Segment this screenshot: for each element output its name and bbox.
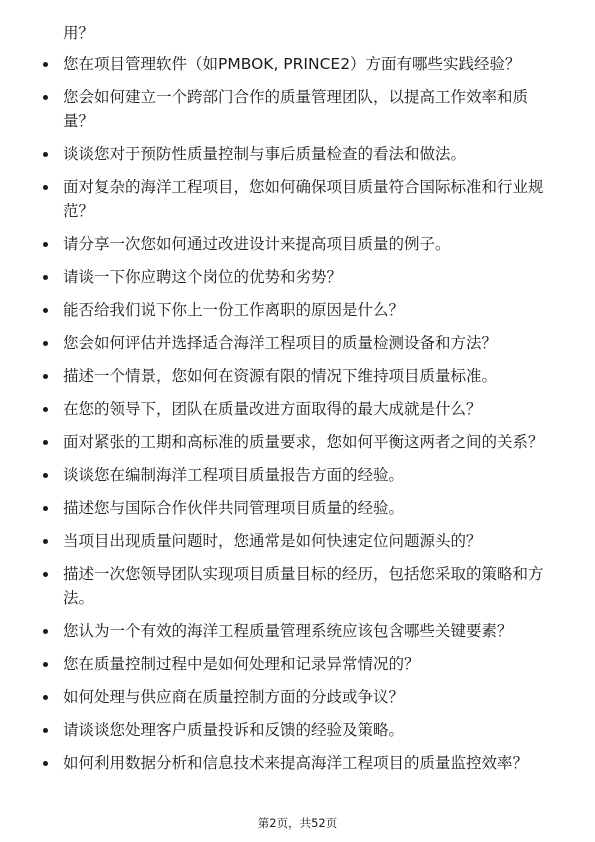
list-item	[0, 397, 555, 421]
question-text: 您会如何评估并选择适合海洋工程项目的质量检测设备和方法？	[63, 334, 498, 352]
list-item	[0, 175, 555, 223]
bullet-icon	[43, 185, 48, 190]
bullet-icon	[43, 242, 48, 247]
question-text: 谈谈您在编制海洋工程项目质量报告方面的经验。	[63, 466, 405, 484]
list-item	[0, 298, 555, 322]
list-item	[0, 685, 555, 709]
question-text: 如何利用数据分析和信息技术来提高海洋工程项目的质量监控效率？	[63, 754, 529, 772]
bullet-icon	[43, 539, 48, 544]
list-item	[0, 364, 555, 388]
list-item	[0, 85, 555, 133]
bullet-icon	[43, 629, 48, 634]
list-item	[0, 142, 555, 166]
question-text: 能否给我们说下你上一份工作离职的原因是什么？	[63, 301, 405, 319]
list-item	[0, 529, 555, 553]
question-text: 面对复杂的海洋工程项目，您如何确保项目质量符合国际标准和行业规范？	[63, 178, 544, 220]
list-item	[0, 718, 555, 742]
list-item	[0, 52, 555, 76]
question-text: 您在质量控制过程中是如何处理和记录异常情况的？	[63, 655, 420, 673]
question-text: 谈谈您对于预防性质量控制与事后质量检查的看法和做法。	[63, 145, 467, 163]
question-text: 您认为一个有效的海洋工程质量管理系统应该包含哪些关键要素？	[63, 622, 513, 640]
bullet-icon	[43, 341, 48, 346]
question-text: 描述一个情景，您如何在资源有限的情况下维持项目质量标准。	[63, 367, 498, 385]
list-item	[0, 331, 555, 355]
bullet-icon	[43, 572, 48, 577]
question-text: 当项目出现质量问题时，您通常是如何快速定位问题源头的？	[63, 532, 482, 550]
question-text: 请谈一下你应聘这个岗位的优势和劣势？	[63, 268, 343, 286]
list-item	[0, 496, 555, 520]
bullet-icon	[43, 728, 48, 733]
bullet-icon	[43, 695, 48, 700]
bullet-icon	[43, 308, 48, 313]
question-list	[0, 52, 595, 784]
question-text: 在您的领导下，团队在质量改进方面取得的最大成就是什么？	[63, 400, 482, 418]
bullet-icon	[43, 374, 48, 379]
page-number: 第2页，共52页	[257, 816, 338, 830]
bullet-icon	[43, 152, 48, 157]
question-text: 面对紧张的工期和高标准的质量要求，您如何平衡这两者之间的关系？	[63, 433, 544, 451]
list-item	[0, 619, 555, 643]
bullet-icon	[43, 275, 48, 280]
question-text: 您会如何建立一个跨部门合作的质量管理团队，以提高工作效率和质量？	[63, 88, 529, 130]
question-text: 请分享一次您如何通过改进设计来提高项目质量的例子。	[63, 235, 451, 253]
list-item	[0, 562, 555, 610]
bullet-icon	[43, 95, 48, 100]
list-item	[0, 652, 555, 676]
bullet-icon	[43, 662, 48, 667]
question-text: 描述您与国际合作伙伴共同管理项目质量的经验。	[63, 499, 405, 517]
continuation-text: 用？	[63, 24, 95, 42]
list-item	[0, 430, 555, 454]
bullet-icon	[43, 440, 48, 445]
bullet-icon	[43, 506, 48, 511]
question-text: 您在项目管理软件（如PMBOK, PRINCE2）方面有哪些实践经验？	[63, 55, 521, 73]
list-item	[0, 463, 555, 487]
question-text: 如何处理与供应商在质量控制方面的分歧或争议？	[63, 688, 405, 706]
list-item	[0, 751, 555, 775]
bullet-icon	[43, 473, 48, 478]
bullet-icon	[43, 62, 48, 67]
question-text: 描述一次您领导团队实现项目质量目标的经历，包括您采取的策略和方法。	[63, 565, 544, 607]
bullet-icon	[43, 407, 48, 412]
question-text: 请谈谈您处理客户质量投诉和反馈的经验及策略。	[63, 721, 405, 739]
bullet-icon	[43, 761, 48, 766]
list-item	[0, 265, 555, 289]
list-item	[0, 232, 555, 256]
